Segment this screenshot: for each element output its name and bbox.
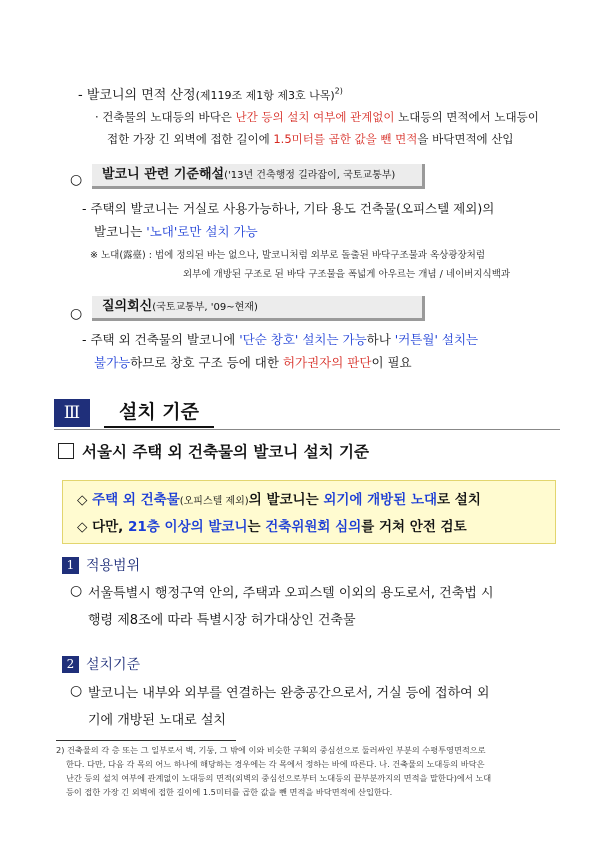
- noDae-note: ※ 노대(露臺) : 법에 정의된 바는 없으나, 발코니처럼 외부로 돌출된 바닥구조물과 옥상광장처럼 외부에 개방된 구조로 된 바닥 구조물을 폭넓게 아우르는 개념 / 네이버지식백과: [90, 250, 511, 280]
- subsection-title: 서울시 주택 외 건축물의 발코니 설치 기준: [82, 443, 369, 461]
- box1-header: 발코니 관련 기준해설('13년 건축행정 길라잡이, 국토교통부): [92, 164, 425, 189]
- item2-number: 2: [62, 656, 79, 673]
- box2-text: - 주택 외 건축물의 발코니에 '단순 창호' 설치는 가능하나 '커튼월' 설치는 불가능하므로 창호 구조 등에 대한 허가권자의 판단이 필요: [82, 332, 479, 370]
- summary-box: [62, 480, 556, 544]
- item1-title: 적용범위: [86, 558, 141, 574]
- item1-bullet: ○: [70, 583, 83, 599]
- square-bullet-icon: [58, 443, 74, 459]
- box2-bullet: ○: [70, 306, 83, 322]
- footnote-divider: [56, 740, 236, 741]
- box1-bullet: ○: [70, 172, 83, 188]
- box1-text: - 주택의 발코니는 거실로 사용가능하나, 기타 용도 건축물(오피스텔 제외)의 발코니는 '노대'로만 설치 가능: [82, 201, 495, 239]
- footnote: 2) 건축물의 각 층 또는 그 일부로서 벽, 기둥, 그 밖에 이와 비슷한 구획의 중심선으로 둘러싸인 부분의 수평투영면적으로 한다. 다만, 다음 각 목의 어느 하나에 해당하는 경우에는 각 목에서 정하는 바에 따른다. 나. 건축물의 노대등의 바닥은 난간 등의 설치 여부에 관계없이 노대등의 면적(외벽의 중심선으로부터 노대등의 끝부분까지의 면적을 말한다)에서 노대 등이 접한 가장 긴 외벽에 접한 길이에 1.5미터를 곱한 값을 뺀 면적을 바닥면적에 산입한다.: [56, 745, 492, 797]
- balcony-area-heading: - 발코니의 면적 산정(제119조 제1항 제3호 나목)$^{2)}$: [78, 86, 343, 103]
- item2-bullet: ○: [70, 683, 83, 699]
- section-divider: [54, 429, 560, 430]
- balcony-area-text: · 건축물의 노대등의 바닥은 난간 등의 설치 여부에 관계없이 노대등의 면적에서 노대등이 접한 가장 긴 외벽에 접한 길이에 1.5미터를 곱한 값을 뺀 면적을 바닥면적에 산입: [95, 110, 539, 146]
- item2-text: 발코니는 내부와 외부를 연결하는 완충공간으로서, 거실 등에 접하여 외 기에 개방된 노대로 설치: [88, 686, 490, 728]
- section-number: Ⅲ: [54, 399, 90, 427]
- box2-header: 질의회신(국토교통부, '09~현재): [92, 296, 425, 321]
- item1-text: 서울특별시 행정구역 안의, 주택과 오피스텔 이외의 용도로서, 건축법 시 행령 제8조에 따라 특별시장 허가대상인 건축물: [88, 586, 494, 628]
- item1-number: 1: [62, 557, 79, 574]
- summary-line-2: ◇ 다만, 21층 이상의 발코니는 건축위원회 심의를 거쳐 안전 검토: [77, 519, 467, 535]
- summary-line-1: ◇ 주택 외 건축물(오피스텔 제외)의 발코니는 외기에 개방된 노대로 설치: [77, 492, 481, 508]
- item2-title: 설치기준: [86, 657, 141, 673]
- section-title: 설치 기준: [104, 398, 214, 428]
